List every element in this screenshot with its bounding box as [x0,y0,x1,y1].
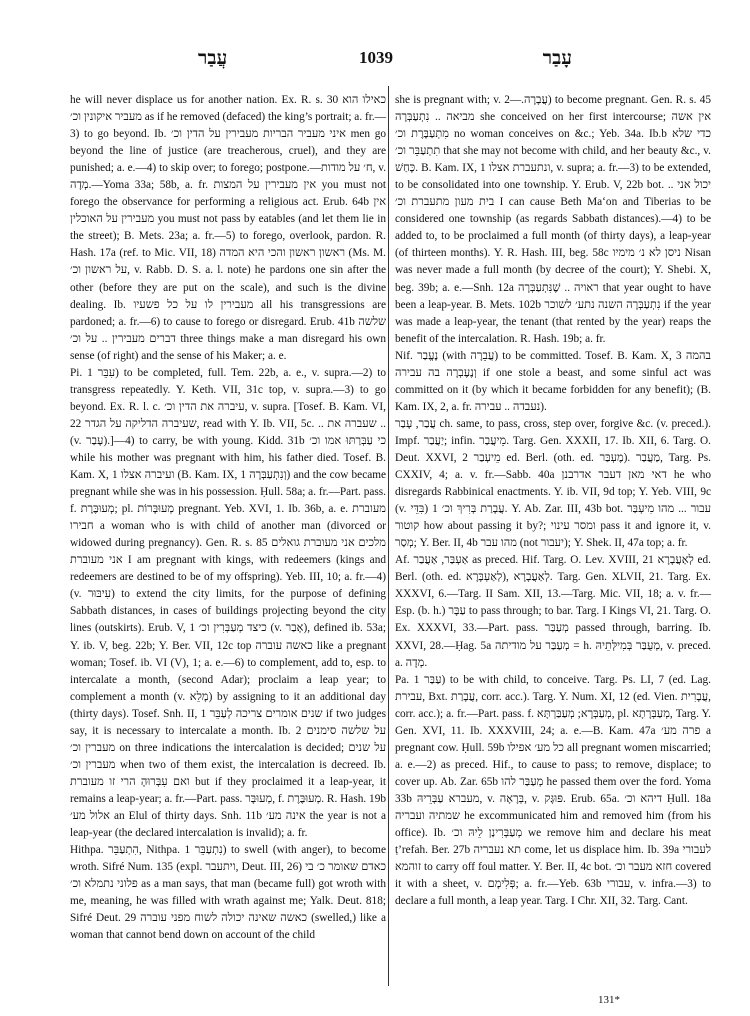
entry-paragraph: Pa. עַבַּר 1) to be with child, to conceive. Targ. Ps. LI, 7 (ed. Lag. עבירת, Bxt. עֲבָרַת, corr. acc.). Targ. Y. Num. XI, 12 (ed. Vien. עֲבָרִית, corr. acc.); a. fr.—Part. pass. f. מְעַבְּרָא; מְעַבַּרְתָּא, pl. מְעַבְּרָתָא, Targ. Y. Gen. XVI, 11. Ib. XXXVIII, 24; a. e.—B. Kam. 47a פרה מע׳ a pregnant cow. Ḥull. 59b כל מע׳ אפילו all pregnant women miscarried; a. e.—2) as preced. Hif., to cause to pass; to remove, displace; to cover up. Ab. Zar. 65b מְעַבַּר להו he passed them over the ford. Yoma 33b מעברא עַבְּרֵיהּ, v. בְּרָאָה, v. פּוּגָּק. Erub. 65a. דיהא וכ׳ Ḥull. 18a שמתיה ועבריה he excommunicated him and removed him (from his office). Ib. מְעַבְּרִינַן לֵיהּ וכ׳ we remove him and declare his meat ṭ’refah. Ber. 27b תא נעבריה come, let us displace him. Ib. 39a לעבורי זוהמא to carry off foul matter. Y. Ber. II, 4c bot. חזא מעבר וכ׳ covered it with a sheet, v. פְּלִימָם; a. fr.—Yeb. 63b עבורי, v. infra.—3) to declare a full month, a leap year. Targ. I Chr. XII, 32. Targ. Cant. [395,673,712,908]
entry-paragraph: she is pregnant with; v. עֲבָרָה.—2) to become pregnant. Gen. R. s. 45 מביאה .. נִתְעַבְּרָה she conceived on her first intercourse; אין אשה מִתְעַבֶּרֶת וכ׳ no woman conceives on &c.; Yeb. 34a. Ib.b כדי שלא תִתְעַבֵּר וכ׳ that she may not become with child, and her beauty &c., v. כָּחַשׁ. B. Kam. IX, 1 ונתעברת אצלו, v. supra; a. fr.—3) to be extended, to be consolidated into one township. Y. Erub. V, 22b bot. יכול אני .. בית מעון מתעברת וכ׳ I can cause Beth Ma‘on and Tiberias to be considered one township (as regards Sabbath distances).—4) to be added to, to be proclaimed a full month (of thirty days), a leap-year (of thirteen months). Y. R. Hash. III, beg. 58c ניסן לא נ׳ מימיו Nisan was never made a full month (by decree of the court); Y. Shebi. X, beg. 39b; a. e.—Snh. 12a ראויה .. שֶׁנִּתְעַבְּרָה that year ought to have been a leap-year. B. Mets. 102b נִתְעַבְּרָה השנה נתע׳ לשוכר if the year was made a leap-year, the tenant (that rented by the year) reaps the benefit of the intercalation. R. Hash. 19b; a. fr. [395,94,712,345]
page-number: 1039 [359,48,393,67]
running-headword-right: עָבַר [542,48,572,69]
page-header [70,48,682,72]
entry-paragraph: Af. אַעְבַּר, אַעֲבַר as preced. Hif. Targ. O. Lev. XVIII, 21 לְאַעֲבָרָא ed. Berl. (oth. ed. לְאַעְבָּרָא), לְאַעֲבָרָא. Targ. Gen. XLVII, 21. Targ. Ex. XXXVI, 6.—Targ. II Sam. XII, 13.—Targ. Mic. VII, 18; a. v. fr.—Esp. (b. h.) עַבָּר to pass through; to bar. Targ. I Kings VI, 21. Targ. O. Ex. XXXVI, 33.—Part. pass. מְעַבַּר passed through, barring. Ib. XXVI, 28.—Ḥag. 5a מְעַבַּר על מודיתה = h. מְעֻבַּר בְּמִילְּתֵיהּ, v. preced. a. מְדָה. [395,554,712,669]
entry-paragraph: Hithpa. הִתְעַבֵּר, Nithpa. נִתְעַבֵּר 1) to swell (with anger), to become wroth. Sifré Num. 135 (expl. ויתעבר, Deut. III, 26) כאדם שאומר כ׳ בי פלוני נתמלא וכ׳ as a man says, that man (became full) got wroth with me, meaning, he was filled with wrath against me; Yalk. Deut. 818; Sifré Deut. 29 כאשה שאינה יכולה לשוח מפני עוברה (swelled,) like a woman that cannot bend down on account of the child [70,844,386,942]
entry-paragraph: Nif. נֶעֱבַר (with עֲבֵרָה) to be committed. Tosef. B. Kam. X, 3 בהמה וְנֶעֶבְרָה בה עבירה if one stole a beast, and some sinful act was committed on it (by which it became forbidden for any benefit); (B. Kam. IX, 2, a. fr. נעבדה .. עבירה). [395,349,712,413]
entry-paragraph: he will never displace us for another nation. Ex. R. s. 30 כאילו הוא מעביר איקונין וכ׳ as if he removed (defaced) the king’s portrait; a. fr.—3) to go beyond. Ib. איני מעביר הבריות מעבירין על הדין וכ׳ men go beyond the line of justice (are treacherous, cruel), and they are punished; a. e.—4) to skip over; to forego; postpone.—ח׳ על מודות, v. מְדָה.—Yoma 33a; 58b, a. fr. אין מעבירין על המצות you must not forego the observance for performing a religious act. Erub. 64b אין מעבירין על האוכלין you must not pass by eatables (and let them lie in the street); B. Mets. 23a; a. fr.—5) to forego, overlook, pardon. R. Hash. 17a (ref. to Mic. VII, 18) ראשון ראשון והכי היא המדה (Ms. M. על ראשון וכ׳, v. Rabb. D. S. a. l. note) he pardons one sin after the other (before they are put on the scale), and such is the divine dealing. Ib. מעבירין לו על כל פשעיו all his transgressions are pardoned; a. fr.—6) to cause to forego or disregard. Erub. 41b שלשה דברים מעבירין .. על וכ׳ three things make a man disregard his own sense (of right) and the sense of his Maker; a. e. [70,94,387,362]
entry-paragraph: Pi. עִבֵּר 1) to be completed, full. Tem. 22b, a. e., v. supra.—2) to transgress repeatedly. Y. Keth. VII, 31c top, v. supra.—3) to go beyond. Ex. R. l. c. עיברה את הדין וכ׳, v. supra. [Tosef. B. Kam. VI, 22 שעיברה הדליקה על הגדר, read with Y. Ib. VII, 5c. .. שעברה את .. (v. עָבַר).]—4) to carry, be with young. Kidd. 31b כי עַבְּרַתּוּ אמו וכ׳ while his mother was pregnant with him, his father died. Tosef. B. Kam. X, 1 ועיברה אצלו (B. Kam. IX, 1 וְנִתְעַבְּרָה) and the cow became pregnant while she was in his possession. Ḥull. 58a; a. fr.—Part. pass. f. מְעוּבֶּרֶת; pl. מְעוּבָּרוֹת pregnant. Yeb. XVI, 1. Ib. 36b, a. e. מעוברת חבירו a woman who is with child of another man (divorced or widowed during pregnancy). Gen. R. s. 85 מלכים אני מעוברת גואלים אני מעוברת I am pregnant with kings, with redeemers (kings and redeemers are destined to be of my offspring). Yeb. III, 10; a. fr.—4) (v. עִיבּוּר) to extend the city limits, for the purpose of defining Sabbath distances, in cases of buildings projecting beyond the city lines (outskirts). Erub. V, 1 כיצד מְעַבְּרִין וכ׳ (v. אָבַר), defined ib. 53a; Y. ib. V, beg. 22b; Y. Ber. VII, 12c top כאשה עוברה like a pregnant woman; Tosef. ib. VI (V), 1; a. e.—6) to complement, add to, esp. to intercalate a month, (second Adar); proclaim a leap year; to complement a month (v. מָלֵא) by assigning to it an additional day (thirty days). Tosef. Snh. II, 1 שנים אומרים צריכה לְעַבֵּר if two judges say, it is necessary to intercalate a month. Ib. 2 על שלשה סימנים מעברין וכ׳ on three indications the intercalation is decided; על שנים מעברין וכ׳ when two of them exist, the intercalation is decreed. Ib. ואם עִבְּרוּהָ הרי זו מעוברת but if they proclaimed it a leap-year, it remains a leap-year; a. fr.—Part. pass. מְעוּבָּר, f. מְעוּבֶּרֶת. R. Hash. 19b אלול מע׳ an Elul of thirty days. Snh. 11b אינה מע׳ the year is not a leap-year (the declared intercalation is invalid); a. fr. [70,366,387,840]
column-divider [388,86,389,986]
signature-mark: 131* [598,994,620,1006]
right-column [395,92,711,910]
entry-paragraph: עֲבַר, עָבַר ch. same, to pass, cross, step over, forgive &c. (v. preced.). Impf. יַעֲבַר; infin. מֵיעֲבַר. Targ. Gen. XXXII, 17. Ib. XII, 6. Targ. O. Deut. XXVI, 2 מֵיעְבַר ed. Berl. (oth. ed. מֶעְבַּר). מַעֲבַר, Targ. Ps. CXXIV, 4; a. v. fr.—Sabb. 40a דאי מאן דעבר אדרבנן he who disregards Rabbinical enactments. Y. ib. VII, 9d top; Y. Yeb. VIII, 9c (v. בִּדֵּי) עֲבָרַת בְּרִיךְ וכ׳ 1. Y. Ab. Zar. III, 43b bot. עבור ... מהו מִיעְבַּר קוטור how about passing it by?; ומסר עינוי pass it and ignore it, v. מְסַר; Y. Ber. II, 4b מהו עבר (not יעבור); Y. Shek. II, 47a top; a. fr. [395,417,712,550]
running-headword-left: עֲבַר [198,48,228,69]
left-column [70,92,386,944]
